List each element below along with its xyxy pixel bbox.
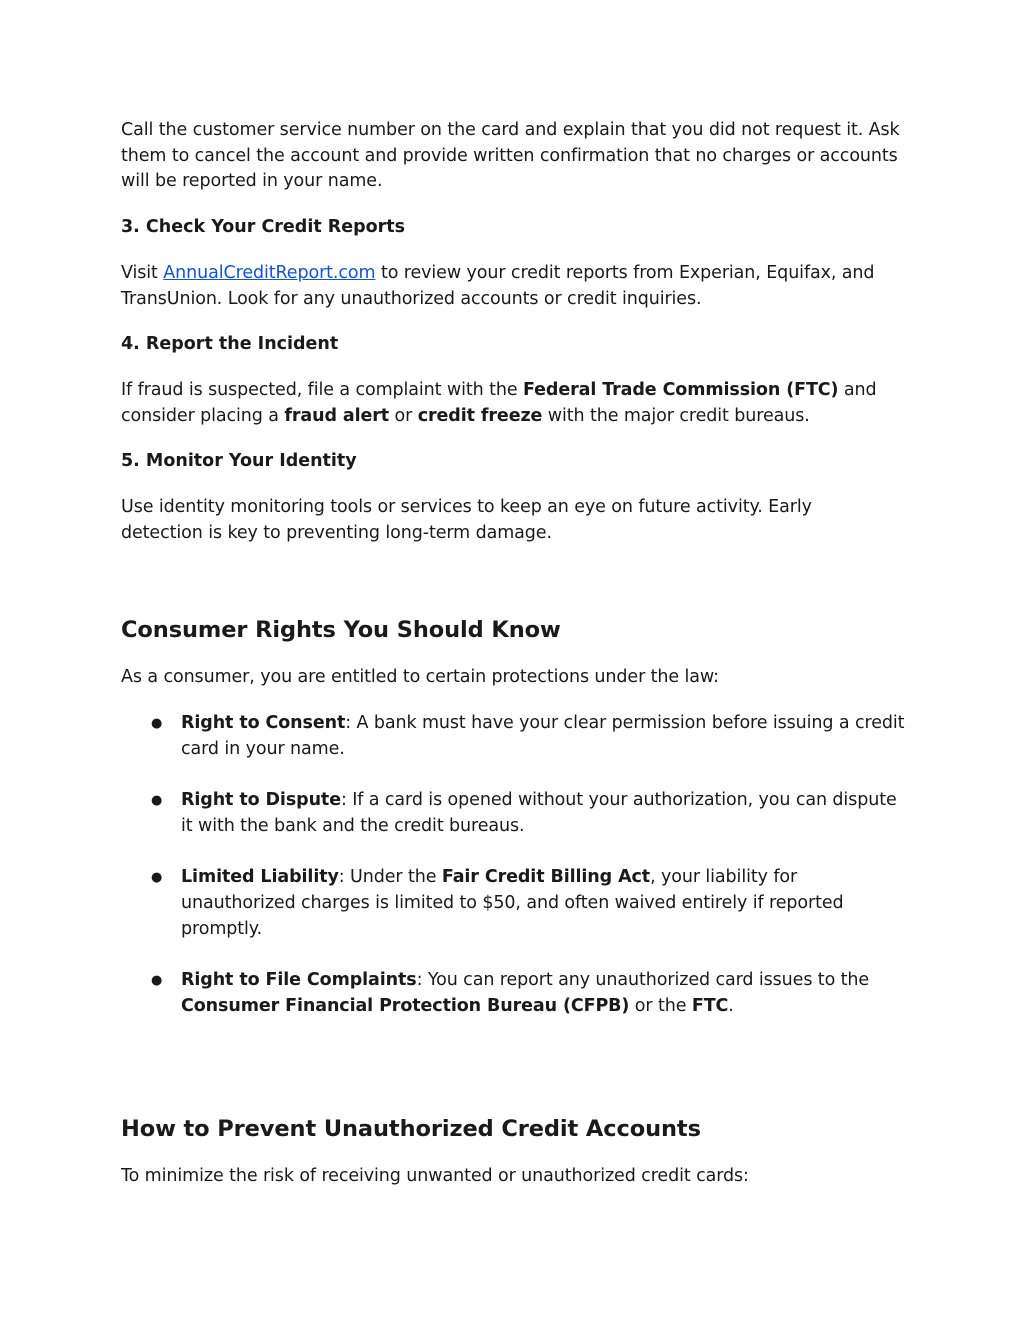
step-5-paragraph: Use identity monitoring tools or services to keep an eye on future activity. Early detection is key to preventing long-term damage. <box>121 497 812 543</box>
right-text-1: : Under the <box>338 867 442 888</box>
list-item <box>121 788 911 839</box>
ftc-term: FTC <box>691 995 729 1016</box>
bullet-icon: ● <box>151 793 163 809</box>
step-5-heading: 5. Monitor Your Identity <box>121 451 357 472</box>
list-item <box>121 711 911 762</box>
right-text-2: , your liability for unauthorized charges is limited to $50, and often waived entirely if reported promptly. <box>181 867 844 939</box>
right-text-1: : You can report any unauthorized card issues to the <box>416 970 870 991</box>
document-page <box>121 118 911 1189</box>
ftc-term: Federal Trade Commission (FTC) <box>522 379 839 400</box>
consumer-rights-heading: Consumer Rights You Should Know <box>121 617 561 644</box>
intro-paragraph: Call the customer service number on the card and explain that you did not request it. Ask them to cancel the account and provide written confirmation that no charges or accounts will be reported in your name. <box>121 120 900 192</box>
step-3-paragraph <box>121 261 901 312</box>
right-text: : If a card is opened without your authorization, you can dispute it with the bank and the credit bureaus. <box>181 790 897 836</box>
step-4-text-4: with the major credit bureaus. <box>542 405 810 426</box>
fair-credit-billing-act-term: Fair Credit Billing Act <box>441 867 651 888</box>
consumer-rights-intro: As a consumer, you are entitled to certain protections under the law: <box>121 667 719 688</box>
right-text-3: . <box>728 995 734 1016</box>
step-4-text-2: and consider placing a <box>121 379 877 426</box>
list-item <box>121 865 911 942</box>
step-4-paragraph <box>121 378 906 429</box>
step-3-text-after: to review your credit reports from Experian, Equifax, and TransUnion. Look for any unauthorized accounts or credit inquiries. <box>121 262 875 309</box>
right-label: Right to Dispute <box>181 790 341 811</box>
step-4-heading: 4. Report the Incident <box>121 334 339 355</box>
prevention-heading: How to Prevent Unauthorized Credit Accounts <box>121 1115 701 1142</box>
step-3-heading: 3. Check Your Credit Reports <box>121 217 406 238</box>
consumer-rights-list <box>121 711 911 1019</box>
right-text-2: or the <box>629 995 692 1016</box>
bullet-icon: ● <box>151 870 163 886</box>
right-label: Right to Consent <box>181 713 346 734</box>
annualcreditreport-link[interactable]: AnnualCreditReport.com <box>163 262 376 283</box>
prevention-intro: To minimize the risk of receiving unwanted or unauthorized credit cards: <box>121 1165 749 1186</box>
bullet-icon: ● <box>151 973 163 989</box>
right-label: Limited Liability <box>181 867 339 888</box>
step-4-text-3: or <box>389 405 418 426</box>
credit-freeze-term: credit freeze <box>417 405 543 426</box>
cfpb-term: Consumer Financial Protection Bureau (CFPB) <box>181 995 630 1016</box>
bullet-icon: ● <box>151 716 163 732</box>
right-label: Right to File Complaints <box>181 970 417 991</box>
list-item <box>121 968 911 1019</box>
right-text: : A bank must have your clear permission before issuing a credit card in your name. <box>181 713 905 759</box>
step-3-text-before: Visit <box>121 262 164 283</box>
fraud-alert-term: fraud alert <box>284 405 390 426</box>
step-4-text-1: If fraud is suspected, file a complaint with the <box>121 379 523 400</box>
